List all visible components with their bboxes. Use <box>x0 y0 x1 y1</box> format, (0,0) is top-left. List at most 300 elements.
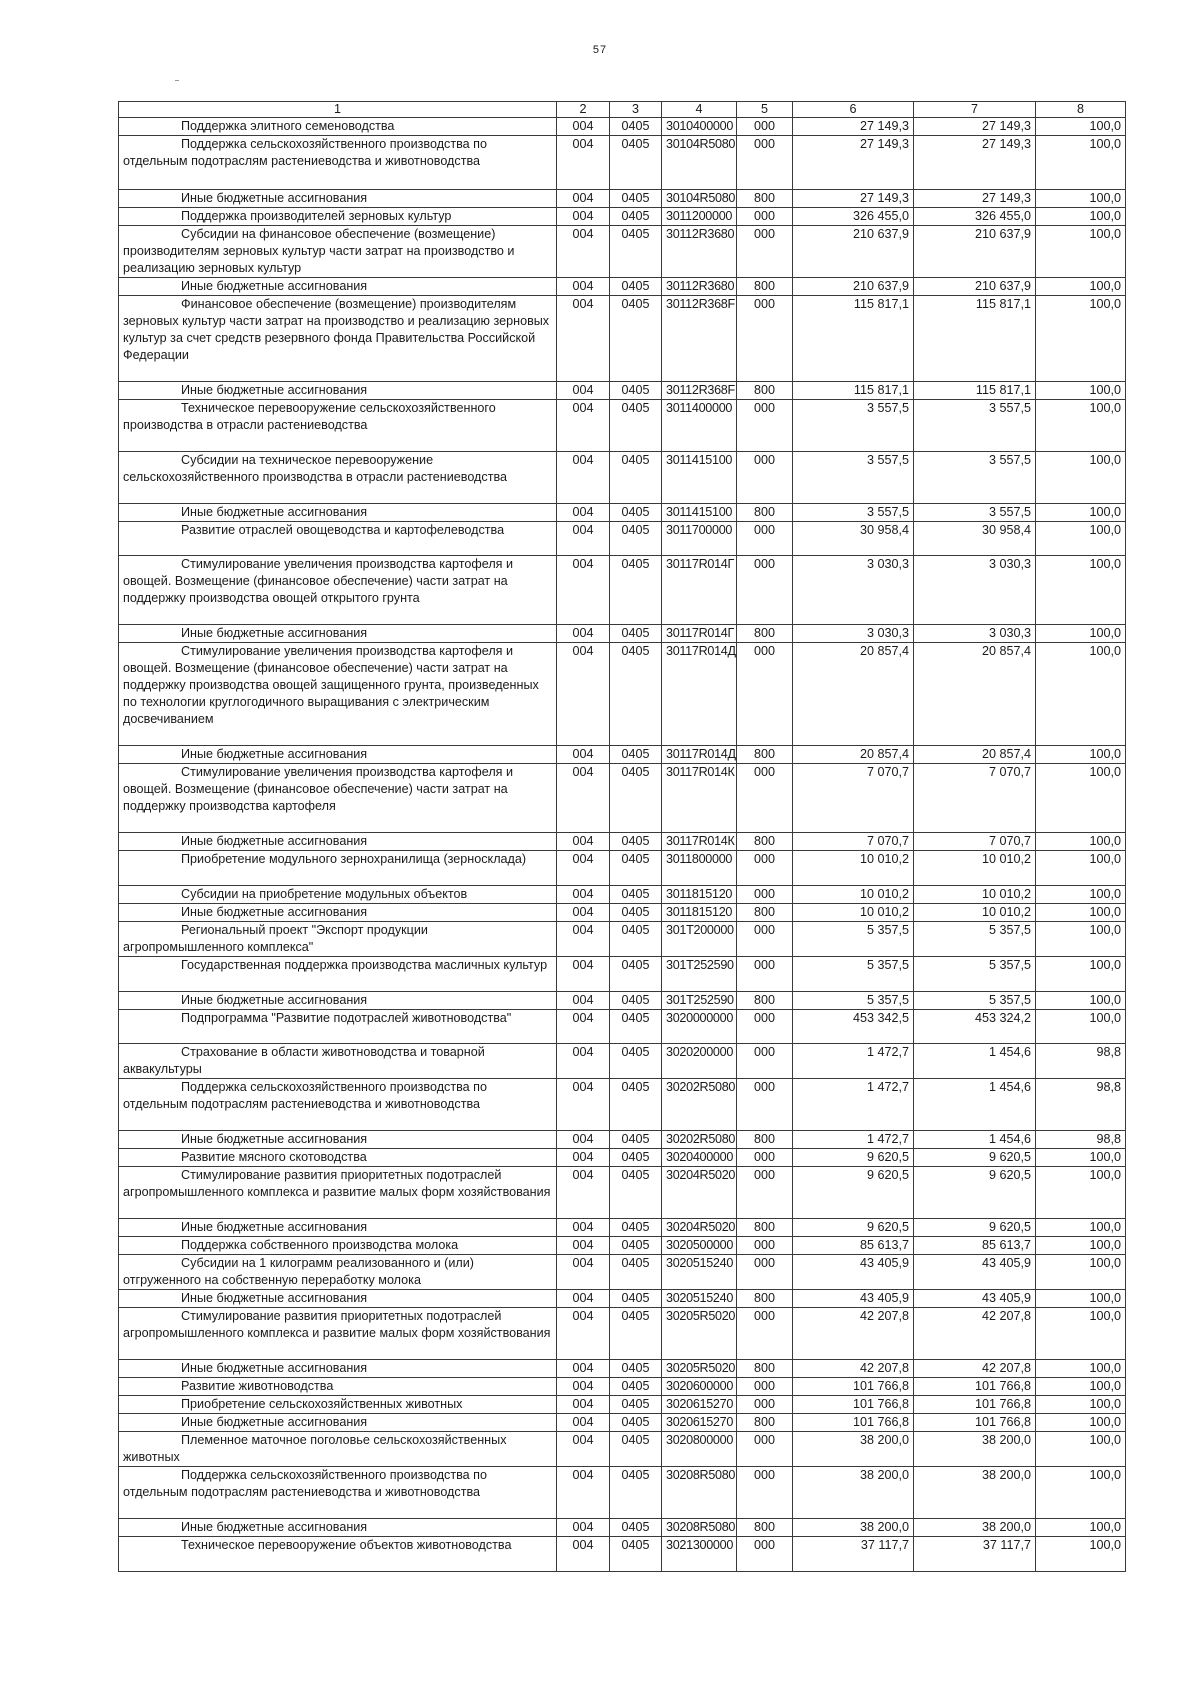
row-name: Субсидии на 1 килограмм реализованного и (или) отгруженного на собственную переработку молока <box>119 1255 557 1290</box>
execution-percent: 100,0 <box>1036 1432 1126 1467</box>
target-article-code: 3011200000 <box>662 208 737 226</box>
table-row <box>119 278 1126 296</box>
executed-amount: 326 455,0 <box>914 208 1036 226</box>
table-row <box>119 904 1126 922</box>
table-row <box>119 556 1126 625</box>
target-article-code: 30208R5080 <box>662 1467 737 1519</box>
grbs-code: 004 <box>557 625 610 643</box>
planned-amount: 453 342,5 <box>793 1010 914 1044</box>
execution-percent: 100,0 <box>1036 504 1126 522</box>
row-name: Иные бюджетные ассигнования <box>119 1131 557 1149</box>
execution-percent: 100,0 <box>1036 278 1126 296</box>
execution-percent: 100,0 <box>1036 992 1126 1010</box>
section-code: 0405 <box>610 1237 662 1255</box>
section-code: 0405 <box>610 1519 662 1537</box>
row-name: Иные бюджетные ассигнования <box>119 625 557 643</box>
executed-amount: 210 637,9 <box>914 226 1036 278</box>
page-number: 57 <box>592 44 608 56</box>
table-row <box>119 746 1126 764</box>
target-article-code: 30204R5020 <box>662 1167 737 1219</box>
section-code: 0405 <box>610 1219 662 1237</box>
row-name: Государственная поддержка производства масличных культур <box>119 957 557 992</box>
row-name: Иные бюджетные ассигнования <box>119 833 557 851</box>
grbs-code: 004 <box>557 1360 610 1378</box>
expense-type-code: 000 <box>737 1432 793 1467</box>
header-cell: 2 <box>557 102 610 118</box>
expense-type-code: 800 <box>737 278 793 296</box>
table-row <box>119 1414 1126 1432</box>
executed-amount: 9 620,5 <box>914 1149 1036 1167</box>
target-article-code: 3011815120 <box>662 904 737 922</box>
table-row <box>119 226 1126 278</box>
execution-percent: 100,0 <box>1036 1167 1126 1219</box>
table-row <box>119 1308 1126 1360</box>
executed-amount: 1 454,6 <box>914 1079 1036 1131</box>
planned-amount: 9 620,5 <box>793 1219 914 1237</box>
planned-amount: 7 070,7 <box>793 764 914 833</box>
grbs-code: 004 <box>557 400 610 452</box>
planned-amount: 9 620,5 <box>793 1149 914 1167</box>
execution-percent: 100,0 <box>1036 208 1126 226</box>
executed-amount: 10 010,2 <box>914 904 1036 922</box>
target-article-code: 3020615270 <box>662 1396 737 1414</box>
table-row <box>119 1079 1126 1131</box>
section-code: 0405 <box>610 136 662 190</box>
expense-type-code: 800 <box>737 625 793 643</box>
expense-type-code: 000 <box>737 556 793 625</box>
row-name: Иные бюджетные ассигнования <box>119 1519 557 1537</box>
planned-amount: 101 766,8 <box>793 1396 914 1414</box>
target-article-code: 30104R5080 <box>662 190 737 208</box>
target-article-code: 3021300000 <box>662 1537 737 1572</box>
executed-amount: 10 010,2 <box>914 851 1036 886</box>
table-row <box>119 851 1126 886</box>
grbs-code: 004 <box>557 382 610 400</box>
target-article-code: 30205R5020 <box>662 1360 737 1378</box>
executed-amount: 38 200,0 <box>914 1432 1036 1467</box>
execution-percent: 100,0 <box>1036 1290 1126 1308</box>
executed-amount: 38 200,0 <box>914 1519 1036 1537</box>
row-name: Развитие отраслей овощеводства и картофелеводства <box>119 522 557 556</box>
planned-amount: 27 149,3 <box>793 136 914 190</box>
row-name: Поддержка сельскохозяйственного производства по отдельным подотраслям растениеводства и животноводства <box>119 1079 557 1131</box>
row-name: Региональный проект "Экспорт продукции агропромышленного комплекса" <box>119 922 557 957</box>
section-code: 0405 <box>610 1537 662 1572</box>
target-article-code: 3020615270 <box>662 1414 737 1432</box>
target-article-code: 30117R014Г <box>662 625 737 643</box>
table-row <box>119 190 1126 208</box>
expense-type-code: 800 <box>737 504 793 522</box>
executed-amount: 7 070,7 <box>914 764 1036 833</box>
table-row <box>119 452 1126 504</box>
table-row <box>119 1167 1126 1219</box>
expense-type-code: 000 <box>737 1467 793 1519</box>
section-code: 0405 <box>610 922 662 957</box>
section-code: 0405 <box>610 1131 662 1149</box>
expense-type-code: 000 <box>737 296 793 382</box>
target-article-code: 30117R014К <box>662 764 737 833</box>
executed-amount: 5 357,5 <box>914 922 1036 957</box>
grbs-code: 004 <box>557 1396 610 1414</box>
grbs-code: 004 <box>557 1167 610 1219</box>
grbs-code: 004 <box>557 190 610 208</box>
execution-percent: 100,0 <box>1036 922 1126 957</box>
table-row <box>119 522 1126 556</box>
row-name: Иные бюджетные ассигнования <box>119 1360 557 1378</box>
row-name: Развитие животноводства <box>119 1378 557 1396</box>
section-code: 0405 <box>610 190 662 208</box>
expense-type-code: 000 <box>737 1537 793 1572</box>
grbs-code: 004 <box>557 643 610 746</box>
row-name: Иные бюджетные ассигнования <box>119 190 557 208</box>
row-name: Иные бюджетные ассигнования <box>119 992 557 1010</box>
executed-amount: 9 620,5 <box>914 1219 1036 1237</box>
row-name: Поддержка собственного производства молока <box>119 1237 557 1255</box>
grbs-code: 004 <box>557 1290 610 1308</box>
grbs-code: 004 <box>557 992 610 1010</box>
grbs-code: 004 <box>557 1537 610 1572</box>
expense-type-code: 000 <box>737 851 793 886</box>
expense-type-code: 000 <box>737 136 793 190</box>
executed-amount: 5 357,5 <box>914 957 1036 992</box>
target-article-code: 30205R5020 <box>662 1308 737 1360</box>
row-name: Подпрограмма "Развитие подотраслей животноводства" <box>119 1010 557 1044</box>
execution-percent: 100,0 <box>1036 190 1126 208</box>
planned-amount: 37 117,7 <box>793 1537 914 1572</box>
row-name: Племенное маточное поголовье сельскохозяйственных животных <box>119 1432 557 1467</box>
executed-amount: 38 200,0 <box>914 1467 1036 1519</box>
execution-percent: 100,0 <box>1036 746 1126 764</box>
execution-percent: 100,0 <box>1036 1467 1126 1519</box>
row-name: Техническое перевооружение объектов животноводства <box>119 1537 557 1572</box>
execution-percent: 100,0 <box>1036 764 1126 833</box>
execution-percent: 98,8 <box>1036 1131 1126 1149</box>
section-code: 0405 <box>610 1010 662 1044</box>
grbs-code: 004 <box>557 504 610 522</box>
section-code: 0405 <box>610 1255 662 1290</box>
execution-percent: 100,0 <box>1036 1219 1126 1237</box>
scan-artifact <box>175 80 179 81</box>
table-row <box>119 643 1126 746</box>
grbs-code: 004 <box>557 296 610 382</box>
execution-percent: 100,0 <box>1036 400 1126 452</box>
expense-type-code: 800 <box>737 382 793 400</box>
expense-type-code: 800 <box>737 190 793 208</box>
execution-percent: 100,0 <box>1036 556 1126 625</box>
expense-type-code: 000 <box>737 1378 793 1396</box>
row-name: Стимулирование развития приоритетных подотраслей агропромышленного комплекса и развитие малых форм хозяйствования <box>119 1167 557 1219</box>
section-code: 0405 <box>610 1149 662 1167</box>
grbs-code: 004 <box>557 452 610 504</box>
planned-amount: 30 958,4 <box>793 522 914 556</box>
section-code: 0405 <box>610 1414 662 1432</box>
grbs-code: 004 <box>557 1378 610 1396</box>
executed-amount: 20 857,4 <box>914 643 1036 746</box>
header-cell: 5 <box>737 102 793 118</box>
planned-amount: 3 030,3 <box>793 556 914 625</box>
execution-percent: 100,0 <box>1036 1237 1126 1255</box>
table-row <box>119 1044 1126 1079</box>
section-code: 0405 <box>610 1308 662 1360</box>
execution-percent: 100,0 <box>1036 886 1126 904</box>
executed-amount: 5 357,5 <box>914 992 1036 1010</box>
expense-type-code: 000 <box>737 957 793 992</box>
row-name: Субсидии на приобретение модульных объектов <box>119 886 557 904</box>
grbs-code: 004 <box>557 1255 610 1290</box>
expense-type-code: 000 <box>737 1079 793 1131</box>
execution-percent: 100,0 <box>1036 1414 1126 1432</box>
expense-type-code: 800 <box>737 746 793 764</box>
grbs-code: 004 <box>557 1149 610 1167</box>
planned-amount: 42 207,8 <box>793 1360 914 1378</box>
execution-percent: 100,0 <box>1036 957 1126 992</box>
table-row <box>119 992 1126 1010</box>
table-row <box>119 382 1126 400</box>
section-code: 0405 <box>610 296 662 382</box>
execution-percent: 100,0 <box>1036 1378 1126 1396</box>
table-row <box>119 1396 1126 1414</box>
execution-percent: 100,0 <box>1036 226 1126 278</box>
planned-amount: 5 357,5 <box>793 957 914 992</box>
expense-type-code: 800 <box>737 1360 793 1378</box>
target-article-code: 3020515240 <box>662 1255 737 1290</box>
table-row <box>119 764 1126 833</box>
planned-amount: 43 405,9 <box>793 1290 914 1308</box>
grbs-code: 004 <box>557 764 610 833</box>
planned-amount: 1 472,7 <box>793 1044 914 1079</box>
planned-amount: 20 857,4 <box>793 746 914 764</box>
target-article-code: 30112R368F <box>662 296 737 382</box>
row-name: Иные бюджетные ассигнования <box>119 904 557 922</box>
executed-amount: 210 637,9 <box>914 278 1036 296</box>
row-name: Стимулирование увеличения производства картофеля и овощей. Возмещение (финансовое обеспечение) части затрат на поддержку производства овощей защищенного грунта, произведенных по технологии круглогодичного выращивания с электрическим досвечиванием <box>119 643 557 746</box>
section-code: 0405 <box>610 1378 662 1396</box>
execution-percent: 100,0 <box>1036 1519 1126 1537</box>
execution-percent: 100,0 <box>1036 136 1126 190</box>
target-article-code: 30117R014Д <box>662 643 737 746</box>
grbs-code: 004 <box>557 1237 610 1255</box>
row-name: Иные бюджетные ассигнования <box>119 278 557 296</box>
section-code: 0405 <box>610 886 662 904</box>
execution-percent: 100,0 <box>1036 851 1126 886</box>
expense-type-code: 800 <box>737 1219 793 1237</box>
row-name: Техническое перевооружение сельскохозяйственного производства в отрасли растениеводства <box>119 400 557 452</box>
target-article-code: 30112R3680 <box>662 278 737 296</box>
row-name: Поддержка сельскохозяйственного производства по отдельным подотраслям растениеводства и животноводства <box>119 136 557 190</box>
executed-amount: 1 454,6 <box>914 1131 1036 1149</box>
target-article-code: 3010400000 <box>662 118 737 136</box>
grbs-code: 004 <box>557 1010 610 1044</box>
table-row <box>119 208 1126 226</box>
section-code: 0405 <box>610 118 662 136</box>
expense-type-code: 000 <box>737 643 793 746</box>
executed-amount: 7 070,7 <box>914 833 1036 851</box>
target-article-code: 3020600000 <box>662 1378 737 1396</box>
table-row <box>119 1131 1126 1149</box>
planned-amount: 210 637,9 <box>793 226 914 278</box>
grbs-code: 004 <box>557 1414 610 1432</box>
executed-amount: 43 405,9 <box>914 1255 1036 1290</box>
table-row <box>119 1255 1126 1290</box>
table-row <box>119 1219 1126 1237</box>
section-code: 0405 <box>610 833 662 851</box>
executed-amount: 42 207,8 <box>914 1308 1036 1360</box>
target-article-code: 3011800000 <box>662 851 737 886</box>
expense-type-code: 800 <box>737 1131 793 1149</box>
table-row <box>119 1237 1126 1255</box>
planned-amount: 1 472,7 <box>793 1131 914 1149</box>
planned-amount: 27 149,3 <box>793 190 914 208</box>
target-article-code: 30112R3680 <box>662 226 737 278</box>
grbs-code: 004 <box>557 886 610 904</box>
target-article-code: 3020800000 <box>662 1432 737 1467</box>
planned-amount: 38 200,0 <box>793 1432 914 1467</box>
target-article-code: 30208R5080 <box>662 1519 737 1537</box>
section-code: 0405 <box>610 957 662 992</box>
row-name: Поддержка сельскохозяйственного производства по отдельным подотраслям растениеводства и животноводства <box>119 1467 557 1519</box>
expense-type-code: 000 <box>737 1308 793 1360</box>
row-name: Иные бюджетные ассигнования <box>119 1219 557 1237</box>
executed-amount: 453 324,2 <box>914 1010 1036 1044</box>
target-article-code: 3020515240 <box>662 1290 737 1308</box>
row-name: Стимулирование увеличения производства картофеля и овощей. Возмещение (финансовое обеспечение) части затрат на поддержку производства овощей открытого грунта <box>119 556 557 625</box>
executed-amount: 85 613,7 <box>914 1237 1036 1255</box>
section-code: 0405 <box>610 851 662 886</box>
section-code: 0405 <box>610 226 662 278</box>
executed-amount: 101 766,8 <box>914 1378 1036 1396</box>
target-article-code: 3011815120 <box>662 886 737 904</box>
grbs-code: 004 <box>557 1131 610 1149</box>
section-code: 0405 <box>610 1290 662 1308</box>
expense-type-code: 800 <box>737 1519 793 1537</box>
target-article-code: 30204R5020 <box>662 1219 737 1237</box>
expense-type-code: 000 <box>737 118 793 136</box>
executed-amount: 42 207,8 <box>914 1360 1036 1378</box>
planned-amount: 10 010,2 <box>793 851 914 886</box>
executed-amount: 37 117,7 <box>914 1537 1036 1572</box>
row-name: Субсидии на финансовое обеспечение (возмещение) производителям зерновых культур части затрат на производство и реализацию зерновых культур <box>119 226 557 278</box>
executed-amount: 101 766,8 <box>914 1396 1036 1414</box>
target-article-code: 3011700000 <box>662 522 737 556</box>
execution-percent: 100,0 <box>1036 522 1126 556</box>
section-code: 0405 <box>610 452 662 504</box>
planned-amount: 101 766,8 <box>793 1378 914 1396</box>
grbs-code: 004 <box>557 1519 610 1537</box>
row-name: Приобретение сельскохозяйственных животных <box>119 1396 557 1414</box>
executed-amount: 3 557,5 <box>914 400 1036 452</box>
row-name: Иные бюджетные ассигнования <box>119 504 557 522</box>
grbs-code: 004 <box>557 1079 610 1131</box>
expense-type-code: 000 <box>737 522 793 556</box>
expense-type-code: 800 <box>737 833 793 851</box>
target-article-code: 30112R368F <box>662 382 737 400</box>
expense-type-code: 800 <box>737 1290 793 1308</box>
section-code: 0405 <box>610 643 662 746</box>
section-code: 0405 <box>610 522 662 556</box>
grbs-code: 004 <box>557 1467 610 1519</box>
execution-percent: 100,0 <box>1036 1308 1126 1360</box>
target-article-code: 3020200000 <box>662 1044 737 1079</box>
planned-amount: 42 207,8 <box>793 1308 914 1360</box>
grbs-code: 004 <box>557 208 610 226</box>
planned-amount: 27 149,3 <box>793 118 914 136</box>
execution-percent: 100,0 <box>1036 833 1126 851</box>
executed-amount: 27 149,3 <box>914 118 1036 136</box>
section-code: 0405 <box>610 992 662 1010</box>
table-row <box>119 1360 1126 1378</box>
section-code: 0405 <box>610 1167 662 1219</box>
expense-type-code: 800 <box>737 904 793 922</box>
executed-amount: 10 010,2 <box>914 886 1036 904</box>
planned-amount: 7 070,7 <box>793 833 914 851</box>
execution-percent: 100,0 <box>1036 1360 1126 1378</box>
target-article-code: 301T252590 <box>662 957 737 992</box>
row-name: Финансовое обеспечение (возмещение) производителям зерновых культур части затрат на производство и реализацию зерновых культур за счет средств резервного фонда Правительства Российской Федерации <box>119 296 557 382</box>
target-article-code: 30202R5080 <box>662 1079 737 1131</box>
table-row <box>119 886 1126 904</box>
table-row <box>119 1149 1126 1167</box>
expense-type-code: 000 <box>737 764 793 833</box>
planned-amount: 10 010,2 <box>793 904 914 922</box>
section-code: 0405 <box>610 746 662 764</box>
execution-percent: 100,0 <box>1036 1149 1126 1167</box>
execution-percent: 100,0 <box>1036 1537 1126 1572</box>
planned-amount: 9 620,5 <box>793 1167 914 1219</box>
section-code: 0405 <box>610 400 662 452</box>
planned-amount: 326 455,0 <box>793 208 914 226</box>
row-name: Стимулирование увеличения производства картофеля и овощей. Возмещение (финансовое обеспечение) части затрат на поддержку производства картофеля <box>119 764 557 833</box>
expense-type-code: 000 <box>737 922 793 957</box>
target-article-code: 3011400000 <box>662 400 737 452</box>
row-name: Субсидии на техническое перевооружение сельскохозяйственного производства в отрасли растениеводства <box>119 452 557 504</box>
grbs-code: 004 <box>557 226 610 278</box>
row-name: Поддержка производителей зерновых культур <box>119 208 557 226</box>
row-name: Иные бюджетные ассигнования <box>119 746 557 764</box>
grbs-code: 004 <box>557 522 610 556</box>
target-article-code: 3020400000 <box>662 1149 737 1167</box>
executed-amount: 3 030,3 <box>914 625 1036 643</box>
table-row <box>119 296 1126 382</box>
table-row <box>119 1519 1126 1537</box>
table-row <box>119 922 1126 957</box>
planned-amount: 20 857,4 <box>793 643 914 746</box>
grbs-code: 004 <box>557 1219 610 1237</box>
section-code: 0405 <box>610 764 662 833</box>
planned-amount: 3 030,3 <box>793 625 914 643</box>
expense-type-code: 000 <box>737 886 793 904</box>
executed-amount: 3 557,5 <box>914 452 1036 504</box>
executed-amount: 3 557,5 <box>914 504 1036 522</box>
row-name: Иные бюджетные ассигнования <box>119 382 557 400</box>
target-article-code: 3020000000 <box>662 1010 737 1044</box>
row-name: Иные бюджетные ассигнования <box>119 1414 557 1432</box>
execution-percent: 98,8 <box>1036 1079 1126 1131</box>
table-row <box>119 1467 1126 1519</box>
executed-amount: 20 857,4 <box>914 746 1036 764</box>
table-row <box>119 833 1126 851</box>
expense-type-code: 000 <box>737 1255 793 1290</box>
executed-amount: 115 817,1 <box>914 296 1036 382</box>
planned-amount: 3 557,5 <box>793 400 914 452</box>
executed-amount: 43 405,9 <box>914 1290 1036 1308</box>
executed-amount: 3 030,3 <box>914 556 1036 625</box>
table-row <box>119 118 1126 136</box>
planned-amount: 43 405,9 <box>793 1255 914 1290</box>
section-code: 0405 <box>610 904 662 922</box>
section-code: 0405 <box>610 1079 662 1131</box>
table-row <box>119 504 1126 522</box>
planned-amount: 5 357,5 <box>793 992 914 1010</box>
